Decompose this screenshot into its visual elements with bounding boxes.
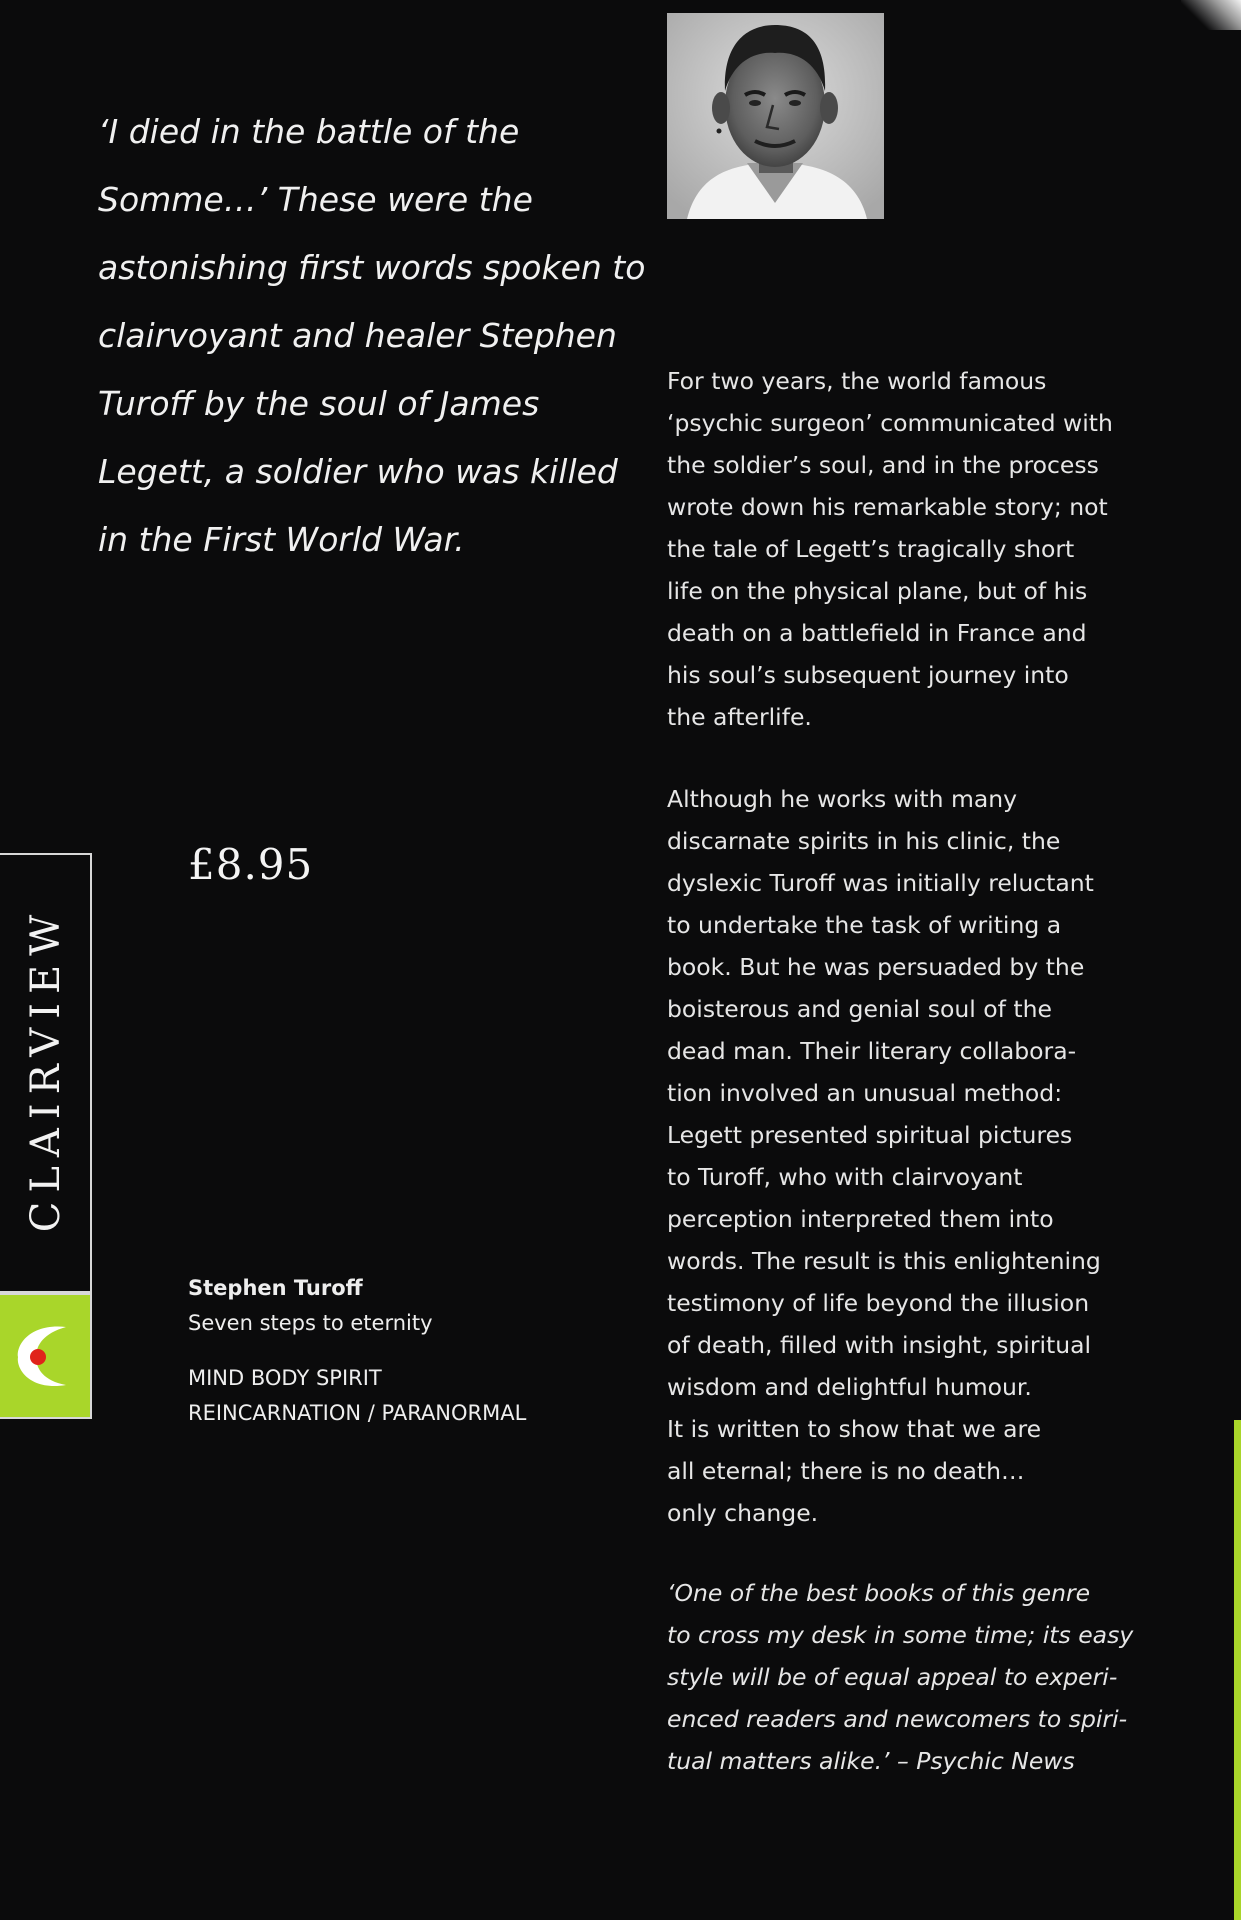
- lead-line: Legett, a soldier who was killed: [98, 452, 618, 491]
- body-line: tion involved an unusual method:: [667, 1079, 1063, 1107]
- quote-line: ‘One of the best books of this genre: [667, 1579, 1091, 1607]
- lead-quote: [98, 98, 646, 574]
- body-line: of death, filled with insight, spiritual: [667, 1331, 1092, 1359]
- body-line: For two years, the world famous: [667, 367, 1047, 395]
- publisher-name: CLAIRVIEW: [23, 905, 69, 1233]
- clairview-logo-icon: [8, 1315, 84, 1397]
- body-line: dead man. Their literary collabora-: [667, 1037, 1077, 1065]
- price: £8.95: [188, 840, 314, 889]
- lead-line: ‘I died in the battle of the: [98, 112, 520, 151]
- corner-highlight: [1181, 0, 1241, 30]
- lead-line: Somme…’ These were the: [98, 180, 533, 219]
- lead-line: astonishing first words spoken to: [98, 248, 646, 287]
- body-line: the soldier’s soul, and in the process: [667, 451, 1099, 479]
- body-line: testimony of life beyond the illusion: [667, 1289, 1090, 1317]
- body-line: words. The result is this enlightening: [667, 1247, 1101, 1275]
- body-line: to undertake the task of writing a: [667, 911, 1062, 939]
- quote-line: style will be of equal appeal to experi-: [667, 1663, 1118, 1691]
- body-line: ‘psychic surgeon’ communicated with: [667, 409, 1113, 437]
- category-label: MIND BODY SPIRIT: [188, 1366, 382, 1390]
- description-paragraph-2: [667, 778, 1137, 1534]
- body-line: discarnate spirits in his clinic, the: [667, 827, 1061, 855]
- body-line: book. But he was persuaded by the: [667, 953, 1085, 981]
- body-line: perception interpreted them into: [667, 1205, 1054, 1233]
- category-label: REINCARNATION / PARANORMAL: [188, 1401, 527, 1425]
- body-line: boisterous and genial soul of the: [667, 995, 1052, 1023]
- body-line: Although he works with many: [667, 785, 1018, 813]
- author-name: Stephen Turoff: [188, 1276, 363, 1300]
- author-portrait: [667, 13, 884, 219]
- review-quote: [667, 1572, 1137, 1782]
- publisher-logo: [0, 1293, 92, 1419]
- body-line: death on a battlefield in France and: [667, 619, 1087, 647]
- body-line: only change.: [667, 1499, 819, 1527]
- author-portrait-drawing: [667, 13, 884, 219]
- body-line: dyslexic Turoff was initially reluctant: [667, 869, 1094, 897]
- body-line: life on the physical plane, but of his: [667, 577, 1088, 605]
- body-line: It is written to show that we are: [667, 1415, 1042, 1443]
- accent-edge-strip: [1234, 1420, 1241, 1920]
- quote-line: tual matters alike.’ – Psychic News: [667, 1747, 1075, 1775]
- description-paragraph-1: [667, 360, 1137, 738]
- body-line: the tale of Legett’s tragically short: [667, 535, 1075, 563]
- body-line: Legett presented spiritual pictures: [667, 1121, 1073, 1149]
- body-line: wisdom and delightful humour.: [667, 1373, 1032, 1401]
- body-line: the afterlife.: [667, 703, 812, 731]
- quote-line: enced readers and newcomers to spiri-: [667, 1705, 1128, 1733]
- body-line: his soul’s subsequent journey into: [667, 661, 1069, 689]
- lead-line: Turoff by the soul of James: [98, 384, 540, 423]
- book-title: Seven steps to eternity: [188, 1311, 433, 1335]
- lead-line: clairvoyant and healer Stephen: [98, 316, 617, 355]
- quote-line: to cross my desk in some time; its easy: [667, 1621, 1134, 1649]
- lead-line: in the First World War.: [98, 520, 465, 559]
- body-line: all eternal; there is no death…: [667, 1457, 1025, 1485]
- body-line: wrote down his remarkable story; not: [667, 493, 1108, 521]
- body-line: to Turoff, who with clairvoyant: [667, 1163, 1023, 1191]
